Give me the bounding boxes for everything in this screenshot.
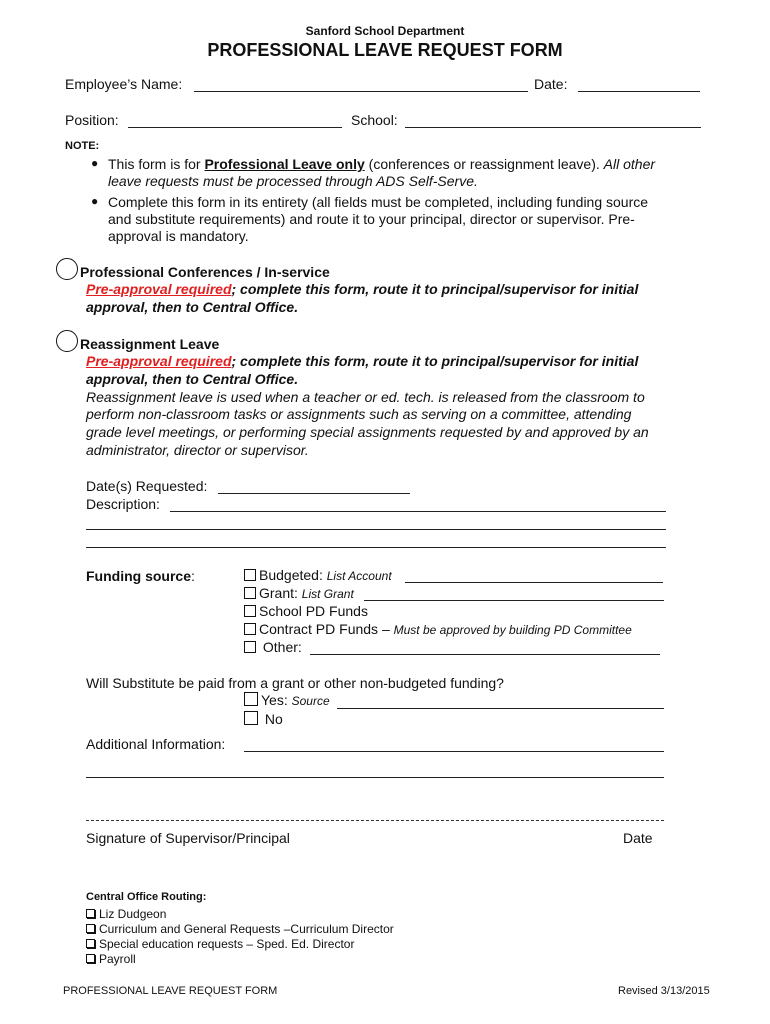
date-field[interactable] [578,91,700,92]
professional-conferences-radio[interactable] [56,258,78,280]
reassignment-leave-radio[interactable] [56,330,78,352]
school-pd-checkbox[interactable] [244,605,256,617]
budgeted-option[interactable]: Budgeted: List Account [244,567,392,583]
option-1-instructions: Pre-approval required; complete this form, route it to principal/supervisor for initial [86,281,639,297]
signature-line[interactable] [86,820,664,821]
date-label: Date: [534,76,568,92]
checkbox-icon [86,924,95,933]
grant-checkbox[interactable] [244,587,256,599]
checkbox-icon [86,939,95,948]
checkbox-icon [86,909,95,918]
note-bullet-1-line-2: leave requests must be processed through ADS Self-Serve. [108,173,478,189]
employee-name-label: Employee’s Name: [65,76,183,92]
dates-requested-field[interactable] [218,493,410,494]
grant-option[interactable]: Grant: List Grant [244,585,354,601]
budgeted-checkbox[interactable] [244,569,256,581]
yes-option[interactable]: Yes: Source [244,692,330,708]
position-label: Position: [65,112,119,128]
form-title: PROFESSIONAL LEAVE REQUEST FORM [207,40,563,60]
no-option[interactable]: No [244,711,283,727]
employee-name-field[interactable] [194,91,528,92]
description-line-2[interactable] [86,529,666,530]
org-name: Sanford School Department [305,24,465,38]
other-field[interactable] [310,654,660,655]
dates-requested-label: Date(s) Requested: [86,478,208,494]
substitute-question: Will Substitute be paid from a grant or other non-budgeted funding? [86,675,504,691]
description-label: Description: [86,496,160,512]
option-1-title: Professional Conferences / In-service [80,264,330,280]
description-field[interactable] [170,511,666,512]
routing-item: Payroll [86,952,136,966]
grant-field[interactable] [364,600,664,601]
footer-revised: Revised 3/13/2015 [618,985,710,997]
note-bullet-2-line-3: approval is mandatory. [108,228,249,244]
other-checkbox[interactable] [244,641,256,653]
footer-left: PROFESSIONAL LEAVE REQUEST FORM [63,985,278,997]
option-2-desc-3: grade level meetings, or performing special assignments requested by and approved by an [86,424,649,440]
note-bullet-1-line-1: This form is for Professional Leave only (conferences or reassignment leave). All other [108,156,656,172]
option-2-title: Reassignment Leave [80,336,220,352]
school-label: School: [351,112,398,128]
additional-info-line-2[interactable] [86,777,664,778]
no-checkbox[interactable] [244,711,258,725]
bullet-icon: ● [91,194,99,208]
note-label: NOTE: [65,140,100,152]
option-2-desc-2: perform non-classroom tasks or assignments such as serving on a committee, attending [86,406,632,422]
funding-source-label: Funding source: [86,568,195,584]
additional-info-label: Additional Information: [86,736,226,752]
note-bullet-2-line-2: and substitute requirements) and route it to your principal, director or supervisor. Pre- [108,211,635,227]
option-2-instructions-2: approval, then to Central Office. [86,371,299,387]
signature-date-label: Date [623,830,653,846]
signature-label: Signature of Supervisor/Principal [86,830,290,846]
checkbox-icon [86,954,95,963]
school-field[interactable] [405,127,701,128]
position-field[interactable] [128,127,342,128]
budgeted-account-field[interactable] [405,582,663,583]
note-bullet-2-line-1: Complete this form in its entirety (all fields must be completed, including funding source [108,194,649,210]
other-option[interactable]: Other: [244,639,302,655]
bullet-icon: ● [91,156,99,170]
description-line-3[interactable] [86,547,666,548]
source-field[interactable] [337,708,664,709]
school-pd-option[interactable]: School PD Funds [244,603,368,619]
routing-item: Special education requests – Sped. Ed. Director [86,937,354,951]
option-2-desc-1: Reassignment leave is used when a teacher or ed. tech. is released from the classroom to [86,389,645,405]
routing-title: Central Office Routing: [86,891,207,903]
option-2-desc-4: administrator, director or supervisor. [86,442,309,458]
routing-item: Curriculum and General Requests –Curriculum Director [86,922,394,936]
option-1-instructions-2: approval, then to Central Office. [86,299,299,315]
routing-item: Liz Dudgeon [86,907,166,921]
contract-pd-option[interactable]: Contract PD Funds – Must be approved by building PD Committee [244,621,632,637]
option-2-instructions: Pre-approval required; complete this form, route it to principal/supervisor for initial [86,353,639,369]
contract-pd-checkbox[interactable] [244,623,256,635]
yes-checkbox[interactable] [244,692,258,706]
additional-info-field[interactable] [244,751,664,752]
